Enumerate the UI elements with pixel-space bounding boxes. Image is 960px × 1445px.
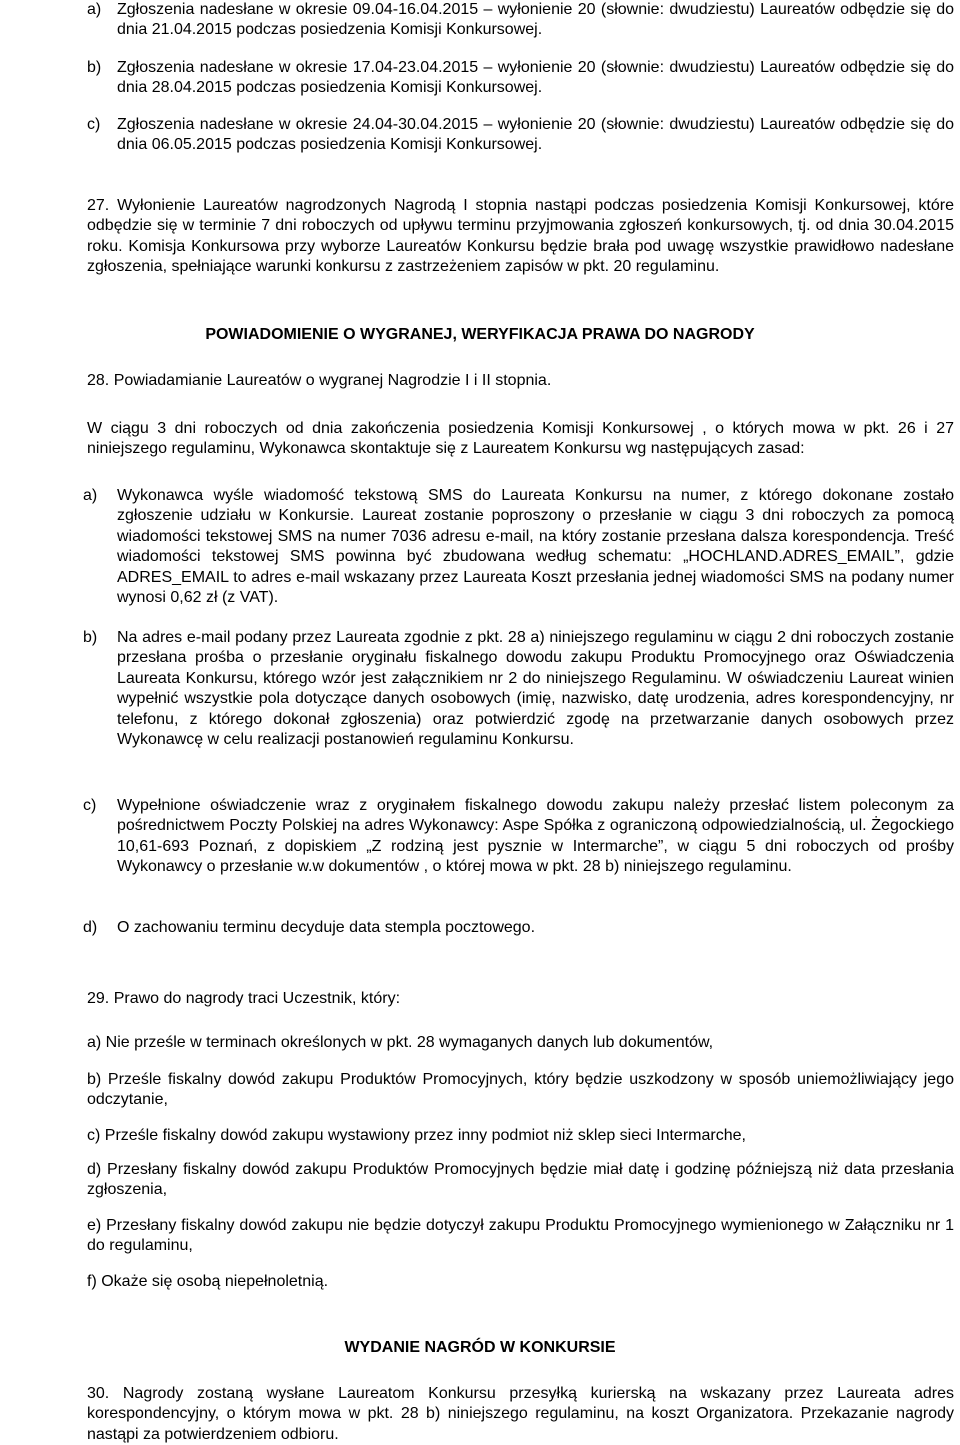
- p28-item-label: d): [83, 919, 98, 936]
- p28-item-d: [83, 918, 954, 938]
- section-heading-notification: POWIADOMIENIE O WYGRANEJ, WERYFIKACJA PRAWA DO NAGRODY: [205, 326, 755, 343]
- top-item-label: b): [87, 59, 102, 76]
- top-item-text: Zgłoszenia nadesłane w okresie 09.04-16.04.2015 – wyłonienie 20 (słownie: dwudziestu) Laureatów odbędzie się do dnia 21.04.2015 podczas posiedzenia Komisji Konkursowej.: [117, 1, 954, 39]
- paragraph-27: 27. Wyłonienie Laureatów nagrodzonych Nagrodą I stopnia nastąpi podczas posiedzenia Komisji Konkursowej, które odbędzie się w terminie 7 dni roboczych od upływu terminu przyjmowania zgłoszeń konkursowych, tj. od dnia 30.04.2015 roku. Komisja Konkursowa przy wyborze Laureatów Konkursu będzie brała pod uwagę wszystkie prawidłowo nadesłane zgłoszenia, spełniające warunki konkursu z zastrzeżeniem zapisów w pkt. 20 regulaminu.: [87, 197, 954, 276]
- p28-item-b: [83, 628, 954, 750]
- p28-item-c: [83, 796, 954, 878]
- paragraph-28-title: 28. Powiadamianie Laureatów o wygranej Nagrodzie I i II stopnia.: [87, 372, 552, 389]
- top-item-label: a): [87, 1, 102, 18]
- p28-item-label: c): [83, 797, 97, 814]
- top-item-text: Zgłoszenia nadesłane w okresie 17.04-23.04.2015 – wyłonienie 20 (słownie: dwudziestu) Laureatów odbędzie się do dnia 28.04.2015 podczas posiedzenia Komisji Konkursowej.: [117, 59, 954, 97]
- top-item-b: [87, 58, 954, 99]
- paragraph-28-intro: W ciągu 3 dni roboczych od dnia zakończenia posiedzenia Komisji Konkursowej , o których mowa w pkt. 26 i 27 niniejszego regulaminu, Wykonawca skontaktuje się z Laureatem Konkursu wg następujących zasad:: [87, 420, 954, 458]
- p28-item-text: O zachowaniu terminu decyduje data stempla pocztowego.: [117, 919, 536, 936]
- top-item-a: [87, 0, 954, 41]
- paragraph-29-title: 29. Prawo do nagrody traci Uczestnik, który:: [87, 990, 401, 1007]
- p28-item-label: b): [83, 629, 98, 646]
- paragraph-30: 30. Nagrody zostaną wysłane Laureatom Konkursu przesyłką kurierską na wskazany przez Laureata adres korespondencyjny, o którym mowa w pkt. 28 b) niniejszego regulaminu, na koszt Organizatora. Przekazanie nagrody nastąpi za potwierdzeniem odbioru.: [87, 1385, 954, 1443]
- p28-item-text: Na adres e-mail podany przez Laureata zgodnie z pkt. 28 a) niniejszego regulaminu w ciągu 2 dni roboczych zostanie przesłana prośba o przesłanie oryginału fiskalnego dowodu zakupu Produktu Promocyjnego oraz Oświadczenia Laureata Konkursu, którego wzór jest załącznikiem nr 2 do niniejszego Regulaminu. W oświadczeniu Laureat winien wypełnić wszystkie pola dotyczące danych osobowych (imię, nazwisko, datę urodzenia, adres korespondencyjny, nr telefonu, z którego dokonał zgłoszenia) oraz potwierdzić zgodę na przetwarzanie danych osobowych przez Wykonawcę w celu realizacji postanowień regulaminu Konkursu.: [117, 629, 954, 749]
- p29-item-d: d) Przesłany fiskalny dowód zakupu Produktów Promocyjnych będzie miał datę i godzinę późniejszą niż data przesłania zgłoszenia,: [87, 1161, 954, 1199]
- p29-item-f: f) Okaże się osobą niepełnoletnią.: [87, 1273, 329, 1290]
- p28-item-text: Wykonawca wyśle wiadomość tekstową SMS do Laureata Konkursu na numer, z którego dokonane zostało zgłoszenie udziału w Konkursie. Laureat zostanie poproszony o przesłanie w ciągu 3 dni roboczych za pomocą wiadomości tekstowej SMS na numer 7036 adresu e-mail, na który zostanie przesłana dalsza korespondencja. Treść wiadomości tekstowej SMS powinna być zbudowana według schematu: „HOCHLAND.ADRES_EMAIL”, gdzie ADRES_EMAIL to adres e-mail wskazany przez Laureata Koszt przesłania jednej wiadomości SMS na podany numer wynosi 0,62 zł (z VAT).: [117, 487, 954, 607]
- top-item-c: [87, 115, 954, 156]
- p28-item-text: Wypełnione oświadczenie wraz z oryginałem fiskalnego dowodu zakupu należy przesłać listem poleconym za pośrednictwem Poczty Polskiej na adres Wykonawcy: Aspe Spółka z ograniczoną odpowiedzialnością, ul. Żegockiego 10,61-693 Poznań, z dopiskiem „Z rodziną jest pysznie w Intermarche”, w ciągu 5 dni roboczych od prośby Wykonawcy o przesłanie w.w dokumentów , o której mowa w pkt. 28 b) niniejszego regulaminu.: [117, 797, 954, 876]
- p29-item-b: b) Prześle fiskalny dowód zakupu Produktów Promocyjnych, który będzie uszkodzony w sposób uniemożliwiający jego odczytanie,: [87, 1071, 954, 1109]
- top-item-label: c): [87, 116, 101, 133]
- p28-item-a: [83, 486, 954, 608]
- section-heading-prizes: WYDANIE NAGRÓD W KONKURSIE: [344, 1339, 616, 1356]
- p29-item-e: e) Przesłany fiskalny dowód zakupu nie będzie dotyczył zakupu Produktu Promocyjnego wymienionego w Załączniku nr 1 do regulaminu,: [87, 1217, 954, 1255]
- top-item-text: Zgłoszenia nadesłane w okresie 24.04-30.04.2015 – wyłonienie 20 (słownie: dwudziestu) Laureatów odbędzie się do dnia 06.05.2015 podczas posiedzenia Komisji Konkursowej.: [117, 116, 954, 154]
- p29-item-c: c) Prześle fiskalny dowód zakupu wystawiony przez inny podmiot niż sklep sieci Intermarche,: [87, 1127, 746, 1144]
- p28-item-label: a): [83, 487, 98, 504]
- p29-item-a: a) Nie prześle w terminach określonych w pkt. 28 wymaganych danych lub dokumentów,: [87, 1034, 714, 1051]
